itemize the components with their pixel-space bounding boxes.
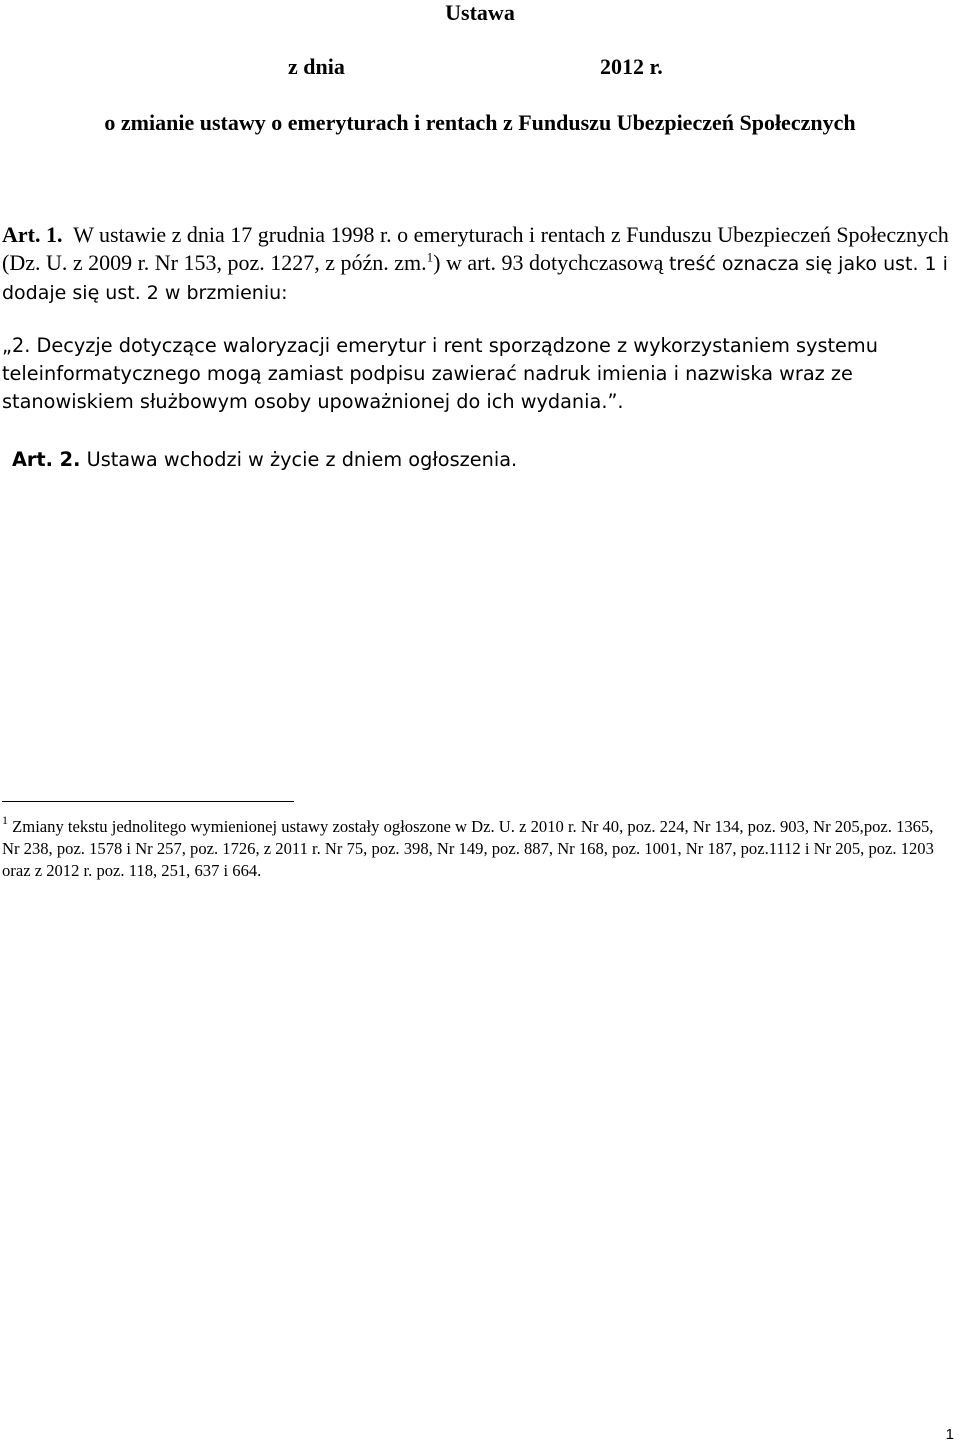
footnote-text: Zmiany tekstu jednolitego wymienionej ustawy zostały ogłoszone w Dz. U. z 2010 r. Nr 40, poz. 224, Nr 134, poz. 903, Nr 205,poz. 1365, Nr 238, poz. 1578 i Nr 257, poz. 1726, z 2011 r. Nr 75, poz. 398, Nr 149, poz. 887, Nr 168, poz. 1001, Nr 187, poz.1112 i Nr 205, poz. 1203 oraz z 2012 r. poz. 118, 251, 637 i 664. xyxy=(2,817,934,880)
document-subtitle: o zmianie ustawy o emeryturach i rentach z Funduszu Ubezpieczeń Społecznych xyxy=(104,110,856,135)
article-1-text-after: oznacza się jako ust. 1 i dodaje się ust. 2 w brzmieniu: xyxy=(2,253,948,304)
article-1-text-before: W ustawie z dnia 17 grudnia 1998 r. o emeryturach i rentach z Funduszu Ubezpieczeń Społecznych (Dz. U. z 2009 r. Nr 153, poz. 1227, z późn. zm. xyxy=(2,222,949,275)
date-prefix: z dnia xyxy=(288,54,345,79)
document-title: Ustawa xyxy=(445,0,515,25)
article-1-text-sans: treść xyxy=(668,253,716,275)
article-2-text: Ustawa wchodzi w życie z dniem ogłoszenia. xyxy=(86,448,518,471)
footnote xyxy=(2,813,942,882)
article-2-label: Art. 2. xyxy=(12,448,81,471)
amendment-quote: „2. Decyzje dotyczące waloryzacji emerytur i rent sporządzone z wykorzystaniem systemu teleinformatycznego mogą zamiast podpisu zawierać nadruk imienia i nazwiska wraz ze stanowiskiem służbowym osoby upoważnionej do ich wydania.”. xyxy=(2,334,878,413)
article-1 xyxy=(2,221,958,307)
article-2 xyxy=(12,446,952,474)
article-1-text-mid: ) w art. 93 dotychczasową xyxy=(433,250,669,275)
article-1-label: Art. 1. xyxy=(2,222,63,247)
footnote-number: 1 xyxy=(2,813,8,827)
footnote-reference[interactable]: 1 xyxy=(426,249,434,265)
page-number: 1 xyxy=(945,1426,954,1443)
date-year: 2012 r. xyxy=(600,54,663,79)
footnote-separator xyxy=(2,801,294,802)
